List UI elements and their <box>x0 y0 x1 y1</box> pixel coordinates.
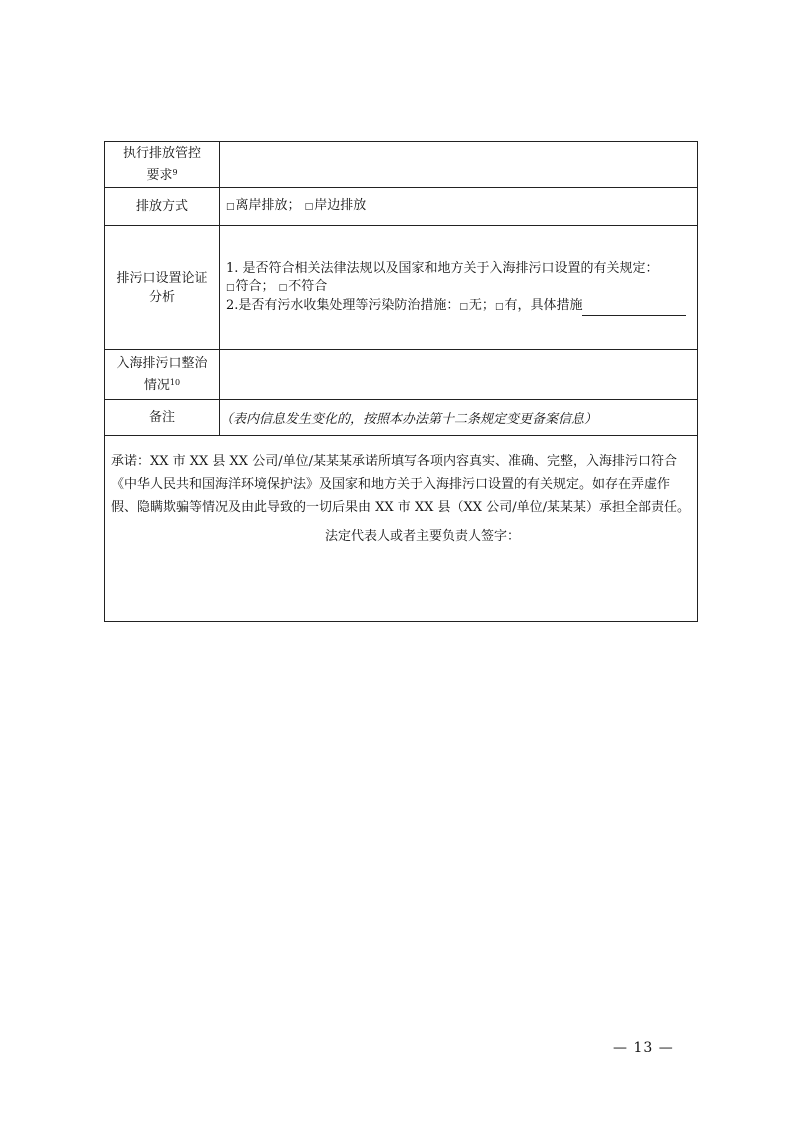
row-remarks <box>105 400 698 436</box>
footnote-marker: 9 <box>172 168 178 177</box>
value-outfall-analysis <box>220 226 698 350</box>
shore-checkbox[interactable]: □ <box>304 202 314 212</box>
commitment-cell <box>105 436 698 622</box>
compliant-label: 符合； <box>235 278 275 294</box>
offshore-checkbox[interactable]: □ <box>226 202 235 212</box>
offshore-option-label: 离岸排放； <box>235 198 301 213</box>
label-remarks: 备注 <box>105 400 220 436</box>
noncompliant-checkbox[interactable]: □ <box>278 282 288 293</box>
compliant-checkbox[interactable]: □ <box>226 282 235 293</box>
analysis-item-1-options <box>226 278 697 297</box>
row-commitment <box>105 436 698 622</box>
row-discharge-control <box>105 142 698 188</box>
signature-label: 法定代表人或者主要负责人签字： <box>325 529 521 544</box>
footnote-marker: 10 <box>169 378 181 387</box>
page-number: — 13 — <box>613 1040 674 1056</box>
label-discharge-method: 排放方式 <box>105 188 220 226</box>
label-rectification: 入海排污口整治 情况$^{10}$ <box>105 350 220 400</box>
measures-blank-field[interactable] <box>582 302 686 316</box>
value-discharge-control[interactable] <box>220 142 698 188</box>
value-discharge-method <box>220 188 698 226</box>
has-measures-checkbox[interactable]: □ <box>494 301 504 312</box>
label-discharge-control: 执行排放管控 要求$^9$ <box>105 142 220 188</box>
value-remarks: （表内信息发生变化的，按照本办法第十二条规定变更备案信息） <box>220 400 698 436</box>
analysis-item-1: 1. 是否符合相关法律法规以及国家和地方关于入海排污口设置的有关规定： <box>226 260 659 276</box>
analysis-item-2: 2.是否有污水收集处理等污染防治措施：□无；□有，具体措施 <box>226 297 697 316</box>
none-label: 无； <box>468 297 495 313</box>
row-rectification <box>105 350 698 400</box>
shore-option-label: 岸边排放 <box>314 198 367 213</box>
commitment-statement: 承诺：XX 市 XX 县 XX 公司/单位/某某某承诺所填写各项内容真实、准确、完整，入海排污口符合 《中华人民共和国海洋环境保护法》及国家和地方关于入海排污口设置的有关规定。如存在弄虚作 假、隐瞒欺骗等情况及由此导致的一切后果由 XX 市 XX 县（XX 公司/单位/某某某）承担全部责任。 <box>111 454 690 515</box>
row-outfall-analysis <box>105 226 698 350</box>
filing-form-table <box>104 141 698 622</box>
label-outfall-analysis: 排污口设置论证 分析 <box>105 226 220 350</box>
has-measures-label: 有，具体措施 <box>504 297 583 313</box>
value-rectification[interactable] <box>220 350 698 400</box>
noncompliant-label: 不符合 <box>288 278 328 294</box>
none-checkbox[interactable]: □ <box>459 301 468 312</box>
row-discharge-method <box>105 188 698 226</box>
